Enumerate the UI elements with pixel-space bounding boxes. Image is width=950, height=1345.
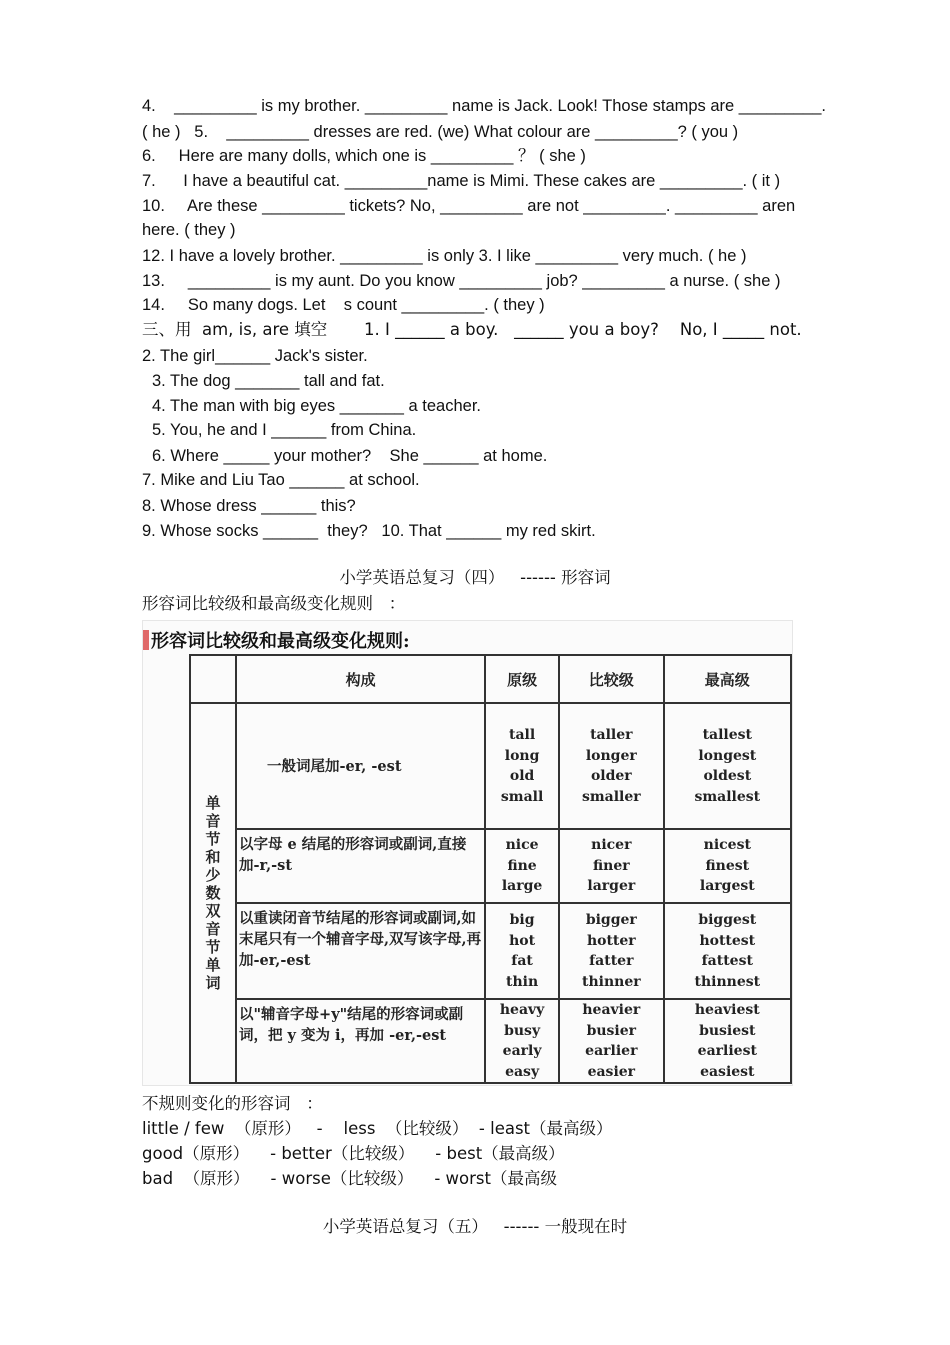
exercise-line: 8. Whose dress ______ this? [142,497,356,515]
word: tall [508,727,536,743]
word: long [504,747,540,764]
word: heavier [582,1002,641,1018]
exercise-line: 13. _________ is my aunt. Do you know _________ job? _________ a nurse. ( she ) [142,272,781,290]
header-superlative: 最高级 [664,655,791,703]
word: finest [705,857,750,874]
comparative-cell [559,903,664,999]
word: bigger [585,912,637,928]
word: old [509,768,535,784]
base-cell [485,903,559,999]
rule-cell: 以字母 e 结尾的形容词或副词,直接加-r,-st [236,829,485,903]
word: biggest [698,912,757,928]
word: hottest [699,932,756,949]
word: smallest [694,788,761,805]
word: busier [586,1022,637,1039]
irregular-line: good（原形） - better（比较级） - best（最高级） [142,1144,565,1163]
exercise-line: 7. I have a beautiful cat. _________name is Mimi. These cakes are _________. ( it ) [142,172,781,190]
word: fine [507,857,537,874]
rules-intro: 形容词比较级和最高级变化规则 ： [142,594,406,613]
base-cell [485,999,559,1083]
section-heading: 小学英语总复习（五） ------ 一般现在时 [322,1217,628,1236]
exercise-line: 6. Here are many dolls, which one is _________ ？ ( she ) [142,147,586,165]
table-header-row [190,655,791,703]
exercise-line: 10. Are these _________ tickets? No, _________ are not _________. _________ aren [142,197,796,215]
rule-cell: 一般词尾加-er, -est [236,703,485,829]
word: easier [587,1063,636,1080]
word: heavy [499,1002,545,1018]
word: hot [509,932,536,949]
exercise-line: 4. _________ is my brother. _________ name is Jack. Look! Those stamps are _________. [142,97,826,115]
superlative-cell [664,703,791,829]
figure-title-text: 形容词比较级和最高级变化规则: [151,631,410,652]
superlative-cell [664,999,791,1083]
rule-cell: 以"辅音字母+y"结尾的形容词或副词，把 y 变为 i，再加 -er,-est [236,999,485,1083]
exercise-line: ( he ) 5. _________ dresses are red. (we) What colour are _________? ( you ) [142,123,739,141]
base-cell [485,703,559,829]
word: longest [698,747,757,764]
header-comparative: 比较级 [559,655,664,703]
header-base: 原级 [485,655,559,703]
irregular-title: 不规则变化的形容词 ： [142,1094,323,1113]
header-corner [190,655,236,703]
exercise-line: 14. So many dogs. Let s count _________. ( they ) [142,296,545,314]
word: early [502,1043,542,1059]
word: big [509,912,535,928]
word: heaviest [694,1002,760,1018]
side-label-text: 单音节和少数双音节单词 [205,794,221,992]
superlative-cell [664,903,791,999]
word: easiest [700,1063,755,1080]
table-row [190,829,791,903]
word: nicer [591,837,632,854]
comparative-cell [559,703,664,829]
word: finer [592,857,630,874]
word: small [500,788,544,805]
exercise-line: 3. The dog _______ tall and fat. [152,372,385,390]
word: easy [505,1063,540,1080]
word: fattest [701,953,753,969]
word: busiest [699,1022,756,1039]
word: nice [505,837,539,854]
word: smaller [581,788,641,805]
exercise-line: 6. Where _____ your mother? She ______ at home. [152,447,548,465]
side-label [190,703,236,1083]
word: earlier [585,1043,638,1059]
word: nicest [703,837,751,854]
table-row [190,903,791,999]
exercise-line: 4. The man with big eyes _______ a teacher. [152,397,482,415]
comparative-cell [559,829,664,903]
comparative-cell [559,999,664,1083]
exercise-line: 5. You, he and I ______ from China. [152,421,417,439]
red-marker [143,630,149,650]
superlative-cell [664,829,791,903]
exercise-line: 7. Mike and Liu Tao ______ at school. [142,471,420,489]
exercise-line: 9. Whose socks ______ they? 10. That ______ my red skirt. [142,522,596,540]
table-row [190,999,791,1083]
word: large [501,878,543,895]
word: fat [511,953,533,969]
section-heading: 小学英语总复习（四） ------ 形容词 [339,568,611,587]
word: busy [504,1022,541,1039]
word: thin [506,973,539,990]
exercise-line: 12. I have a lovely brother. _________ is only 3. I like _________ very much. ( he ) [142,247,747,265]
word: oldest [703,768,752,784]
exercise-line: 三、用 am, is, are 填空 1. I ______ a boy. ______ you a boy? No, I _____ not. [142,320,802,339]
word: hotter [586,932,636,949]
exercise-line: here. ( they ) [142,221,236,239]
exercise-line: 2. The girl______ Jack's sister. [142,347,368,365]
word: thinnest [694,973,761,990]
word: taller [590,727,633,743]
word: longer [585,747,637,764]
word: larger [587,878,636,895]
table-row [190,703,791,829]
rules-table [189,654,792,1084]
irregular-line: bad （原形） - worse（比较级） - worst（最高级 [142,1169,557,1188]
word: older [590,768,632,784]
word: earliest [697,1043,757,1059]
word: tallest [702,727,753,743]
word: fatter [589,953,634,969]
rule-cell: 以重读闭音节结尾的形容词或副词,如末尾只有一个辅音字母,双写该字母,再加-er,-est [236,903,485,999]
irregular-line: little / few （原形） - less （比较级） - least（最高级） [142,1119,613,1138]
comparison-rules-figure [142,620,793,1086]
word: largest [699,878,755,895]
word: thinner [582,973,641,990]
header-form: 构成 [236,655,485,703]
base-cell [485,829,559,903]
figure-title [143,627,410,653]
